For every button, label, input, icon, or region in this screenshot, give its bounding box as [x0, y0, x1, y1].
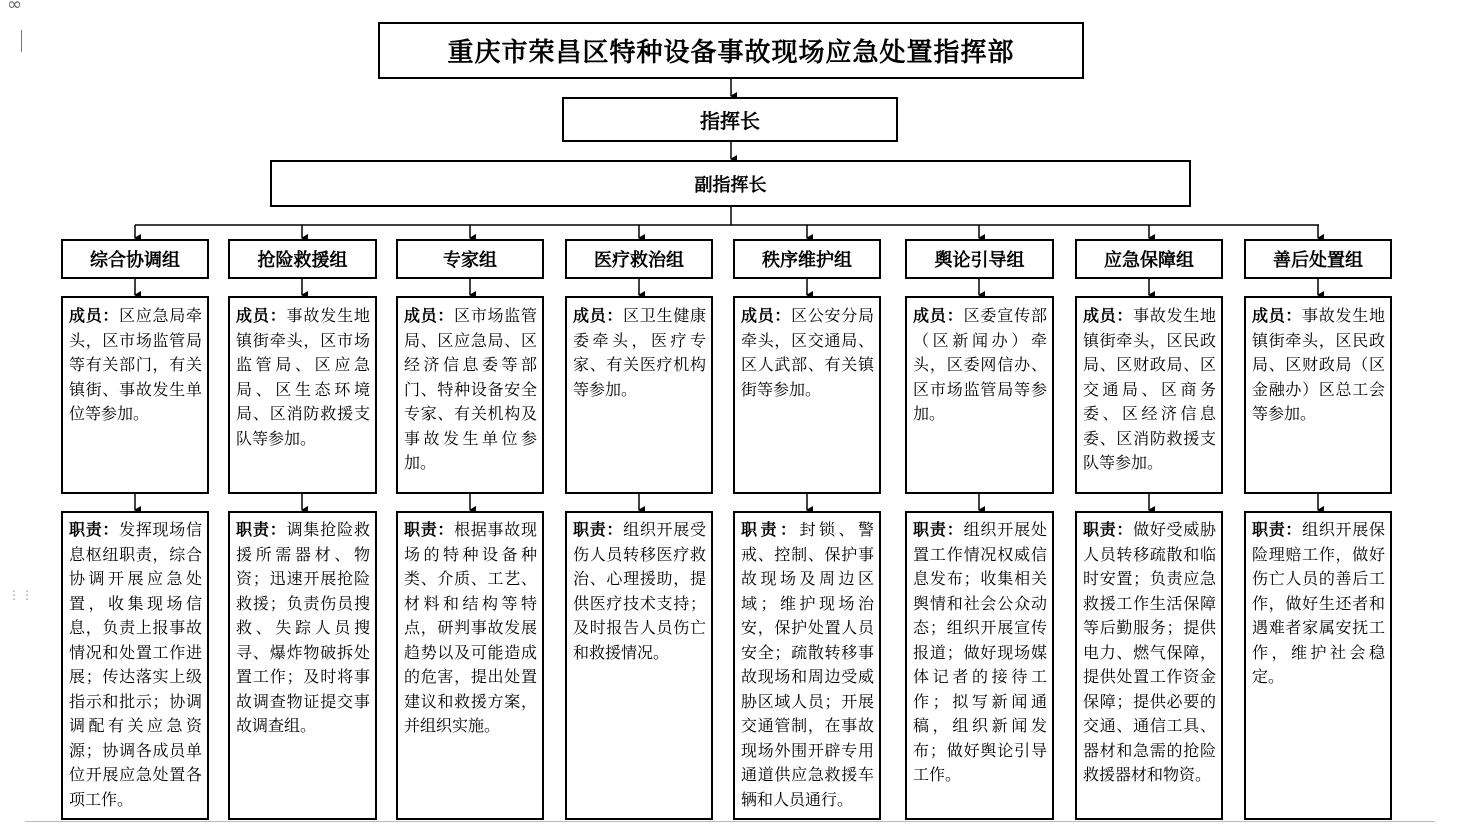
group-head-publicity: 舆论引导组 — [905, 239, 1054, 279]
duty-label: 职责： — [1083, 520, 1134, 539]
duty-label: 职责： — [913, 520, 964, 539]
members-aftermath — [1244, 296, 1392, 494]
duties-experts — [396, 511, 544, 820]
group-head-order: 秩序维护组 — [733, 239, 881, 279]
duties-publicity — [905, 511, 1054, 820]
group-head-medical: 医疗救治组 — [565, 239, 713, 279]
duty-label: 职责： — [1252, 520, 1303, 539]
group-head-rescue: 抢险救援组 — [228, 239, 377, 279]
member-label: 成员： — [1252, 306, 1303, 325]
members-text: 区委宣传部（区新闻办）牵头，区委网信办、区市场监管局等参加。 — [913, 306, 1047, 423]
member-label: 成员： — [741, 306, 792, 325]
duties-aftermath — [1244, 511, 1392, 820]
duties-coordination — [61, 511, 209, 820]
member-label: 成员： — [404, 306, 455, 325]
members-text: 区应急局牵头，区市场监管局等有关部门，有关镇街、事故发生单位等参加。 — [69, 306, 202, 423]
members-coordination — [61, 296, 209, 494]
duties-text: 组织开展受伤人员转移医疗救治、心理援助，提供医疗技术支持；及时报告人员伤亡和救援情况。 — [573, 520, 706, 662]
members-order — [733, 296, 881, 494]
duty-label: 职责： — [404, 520, 455, 539]
duties-text: 做好受威胁人员转移疏散和临时安置；负责应急救援工作生活保障等后勤服务；提供电力、燃气保障，提供处置工作资金保障；提供必要的交通、通信工具、器材和急需的抢险救援器材和物资。 — [1083, 520, 1216, 784]
members-text: 事故发生地镇街牵头，区市场监管局、区应急局、区生态环境局、区消防救援支队等参加。 — [236, 306, 370, 448]
group-head-coordination: 综合协调组 — [61, 239, 209, 279]
members-medical — [565, 296, 713, 494]
members-text: 事故发生地镇街牵头，区民政局、区财政局、区交通局、区商务委、区经济信息委、区消防救援支队等参加。 — [1083, 306, 1216, 472]
members-publicity — [905, 296, 1054, 494]
members-text: 区市场监管局、区应急局、区经济信息委等部门、特种设备安全专家、有关机构及事故发生单位参加。 — [404, 306, 537, 472]
duties-medical — [565, 511, 713, 820]
group-head-aftermath: 善后处置组 — [1244, 239, 1392, 279]
duties-text: 调集抢险救援所需器材、物资；迅速开展抢险救援；负责伤员搜救、失踪人员搜寻、爆炸物破拆处置工作；及时将事故调查物证提交事故调查组。 — [236, 520, 370, 735]
duty-label: 职责： — [69, 520, 120, 539]
members-text: 事故发生地镇街牵头，区民政局、区财政局（区金融办）区总工会等参加。 — [1252, 306, 1385, 423]
commander-box: 指挥长 — [562, 97, 898, 142]
duty-label: 职责： — [573, 520, 624, 539]
duty-label: 职责： — [236, 520, 287, 539]
member-label: 成员： — [1083, 306, 1134, 325]
members-rescue — [228, 296, 377, 494]
infinity-icon: ∞ — [7, 0, 22, 15]
page-title: 重庆市荣昌区特种设备事故现场应急处置指挥部 — [378, 22, 1084, 79]
drag-handle-icon[interactable]: ⋮⋮ — [8, 588, 34, 602]
member-label: 成员： — [236, 306, 287, 325]
duties-text: 发挥现场信息枢纽职责，综合协调开展应急处置，收集现场信息，负责上报事故情况和处置工作进展；传达落实上级指示和批示；协调调配有关应急资源；协调各成员单位开展应急处置各项工作。 — [69, 520, 202, 809]
member-label: 成员： — [573, 306, 624, 325]
members-text: 区公安分局牵头，区交通局、区人武部、有关镇街等参加。 — [741, 306, 874, 399]
member-label: 成员： — [913, 306, 964, 325]
members-support — [1075, 296, 1223, 494]
member-label: 成员： — [69, 306, 120, 325]
deputy-commander-box: 副指挥长 — [270, 160, 1191, 207]
group-head-support: 应急保障组 — [1075, 239, 1223, 279]
duties-order — [733, 511, 881, 820]
group-head-experts: 专家组 — [396, 239, 544, 279]
members-text: 区卫生健康委牵头，医疗专家、有关医疗机构等参加。 — [573, 306, 706, 399]
duties-text: 组织开展处置工作情况权威信息发布；收集相关舆情和社会公众动态；组织开展宣传报道；做好现场媒体记者的接待工作；拟写新闻通稿，组织新闻发布；做好舆论引导工作。 — [913, 520, 1047, 784]
duties-rescue — [228, 511, 377, 820]
duties-text: 封锁、警戒、控制、保护事故现场及周边区域；维护现场治安，保护处置人员安全；疏散转移事故现场和周边受威胁区域人员；开展交通管制，在事故现场外围开辟专用通道供应急救援车辆和人员通行。 — [741, 520, 874, 809]
duties-text: 组织开展保险理赔工作，做好伤亡人员的善后工作，做好生还者和遇难者家属安抚工作，维护社会稳定。 — [1252, 520, 1385, 686]
duties-text: 根据事故现场的特种设备种类、介质、工艺、材料和结构等特点，研判事故发展趋势以及可能造成的危害，提出处置建议和救援方案，并组织实施。 — [404, 520, 537, 735]
members-experts — [396, 296, 544, 494]
duties-support — [1075, 511, 1223, 820]
duty-label: 职责： — [741, 520, 800, 539]
